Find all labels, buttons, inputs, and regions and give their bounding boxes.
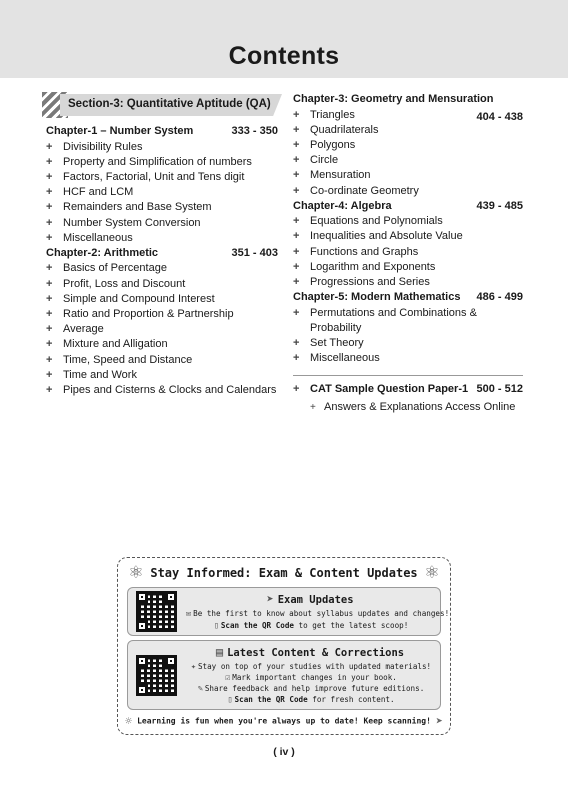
left-column: [46, 92, 278, 398]
rocket-icon: ➤: [266, 592, 274, 606]
chat-icon: ✎: [197, 684, 203, 694]
bullet-icon: +: [293, 382, 300, 395]
toc-item-label: Permutations and Combinations & Probability: [310, 306, 477, 334]
toc-item-label: Miscellaneous: [63, 231, 133, 244]
chapter-heading[interactable]: [46, 246, 278, 262]
section-label: Section-3: Quantitative Aptitude (QA): [68, 98, 271, 110]
toc-item-label: Equations and Polynomials: [310, 215, 443, 228]
bullet-icon: +: [46, 170, 53, 183]
toc-item-label: Ratio and Proportion & Partnership: [63, 308, 234, 321]
toc-item[interactable]: [293, 138, 523, 153]
exam-updates-qr-code[interactable]: [136, 591, 177, 632]
chapter-heading[interactable]: [293, 290, 523, 306]
bullet-icon: +: [293, 306, 300, 319]
updates-info-box: [117, 557, 451, 735]
sub-bullet-icon: +: [310, 401, 316, 413]
bullet-icon: +: [293, 108, 300, 121]
toc-item-label: Number System Conversion: [63, 216, 201, 229]
science-doodle-icon: ⚛: [424, 563, 440, 582]
bullet-icon: +: [46, 155, 53, 168]
bullet-icon: +: [46, 292, 53, 305]
sample-paper-entry[interactable]: [293, 382, 523, 397]
science-doodle-icon: ⚛: [128, 563, 144, 582]
toc-item-label: Miscellaneous: [310, 352, 380, 365]
phone-scan-icon: ▯: [227, 695, 233, 705]
chapter-page-range: 351 - 403: [231, 246, 278, 259]
toc-item-label: Mensuration: [310, 169, 371, 182]
toc-item-label: Triangles: [310, 108, 355, 121]
latest-content-line-1: ✦ Stay on top of your studies with updated materials!: [190, 662, 432, 672]
sample-paper-sub-item[interactable]: [293, 400, 523, 415]
toc-item[interactable]: [293, 108, 523, 123]
toc-item[interactable]: [46, 337, 278, 352]
chapter-heading[interactable]: [46, 124, 278, 140]
checkbox-icon: ☑: [225, 673, 231, 683]
toc-item-label: Mixture and Alligation: [63, 338, 168, 351]
books-icon: ▤: [215, 645, 224, 659]
toc-item-label: Circle: [310, 154, 339, 167]
bullet-icon: +: [46, 338, 53, 351]
sample-paper-sub-item-label: Answers & Explanations Access Online: [324, 400, 516, 413]
toc-item[interactable]: [46, 353, 278, 368]
toc-item[interactable]: [293, 260, 523, 275]
bullet-icon: +: [46, 216, 53, 229]
toc-item[interactable]: [293, 275, 523, 290]
toc-item-label: Inequalities and Absolute Value: [310, 230, 463, 243]
exam-updates-line-1: ✉ Be the first to know about syllabus updates and changes!: [186, 609, 450, 619]
info-box-footer-text: Learning is fun when you're always up to date! Keep scanning!: [137, 716, 431, 726]
bullet-icon: +: [293, 276, 300, 289]
latest-content-card: [127, 640, 441, 710]
toc-item[interactable]: [46, 200, 278, 215]
page-title: Contents: [228, 42, 340, 70]
toc-item-label: Basics of Percentage: [63, 262, 167, 275]
bullet-icon: +: [293, 184, 300, 197]
chapter-title: Chapter-4: Algebra: [293, 199, 392, 212]
bullet-icon: +: [46, 368, 53, 381]
chapter-heading[interactable]: [293, 199, 523, 215]
bullet-icon: +: [293, 337, 300, 350]
bullet-icon: +: [46, 231, 53, 244]
chapter-page-range: 333 - 350: [231, 125, 278, 137]
toc-item-label: Factors, Factorial, Unit and Tens digit: [63, 170, 245, 183]
page-number: ( iv ): [273, 746, 295, 758]
toc-item-label: Remainders and Base System: [63, 201, 212, 214]
toc-item[interactable]: [46, 383, 278, 398]
rocket-icon: ➤: [435, 714, 443, 728]
toc-item[interactable]: [46, 322, 278, 337]
toc-item[interactable]: [46, 185, 278, 200]
sample-paper-title: CAT Sample Question Paper-1: [310, 382, 469, 395]
bullet-icon: +: [46, 201, 53, 214]
toc-item-label: Set Theory: [310, 337, 364, 350]
exam-updates-card: [127, 587, 450, 636]
toc-item[interactable]: [293, 153, 523, 168]
bullet-icon: +: [293, 123, 300, 136]
bullet-icon: +: [293, 138, 300, 151]
right-column: [293, 92, 523, 415]
toc-item[interactable]: [46, 307, 278, 322]
info-box-footer: [118, 714, 450, 728]
toc-item-label: Logarithm and Exponents: [310, 260, 436, 273]
chapter-page-range: 439 - 485: [476, 199, 523, 212]
toc-item[interactable]: [46, 231, 278, 246]
toc-item[interactable]: [293, 351, 523, 366]
toc-item[interactable]: [293, 123, 523, 138]
toc-item-label: Profit, Loss and Discount: [63, 277, 186, 290]
toc-item[interactable]: [293, 168, 523, 183]
bullet-icon: +: [46, 262, 53, 275]
toc-item[interactable]: [46, 170, 278, 185]
bullet-icon: +: [46, 384, 53, 397]
toc-item-label: Time, Speed and Distance: [63, 353, 193, 366]
chapter-title: Chapter-2: Arithmetic: [46, 246, 159, 259]
toc-item-label: Progressions and Series: [310, 276, 430, 289]
latest-content-line-4: ▯ Scan the QR Code for fresh content.: [227, 695, 395, 705]
chapter-title: Chapter-5: Modern Mathematics: [293, 291, 461, 304]
bullet-icon: +: [293, 230, 300, 243]
bullet-icon: +: [46, 323, 53, 336]
toc-item[interactable]: [46, 261, 278, 276]
toc-item-label: Property and Simplification of numbers: [63, 155, 252, 168]
toc-item[interactable]: [293, 306, 523, 336]
lightbulb-icon: ☼: [125, 714, 133, 728]
toc-item[interactable]: [293, 229, 523, 244]
toc-item-label: Pipes and Cisterns & Clocks and Calendars: [63, 384, 277, 397]
latest-content-line-3: ✎ Share feedback and help improve future editions.: [197, 684, 425, 694]
bullet-icon: +: [46, 186, 53, 199]
toc-item[interactable]: [46, 292, 278, 307]
toc-item[interactable]: [46, 216, 278, 231]
bullet-icon: +: [46, 277, 53, 290]
toc-item[interactable]: [46, 277, 278, 292]
toc-item[interactable]: [46, 368, 278, 383]
megaphone-icon: ✉: [186, 609, 192, 619]
bullet-icon: +: [46, 140, 53, 153]
left-chapter-list: [46, 124, 278, 398]
toc-item-label: Time and Work: [63, 368, 137, 381]
toc-item[interactable]: [46, 140, 278, 155]
bullet-icon: +: [293, 352, 300, 365]
chapter-page-range: 404 - 438: [476, 111, 523, 123]
divider: [293, 375, 523, 376]
bullet-icon: +: [293, 260, 300, 273]
right-chapter-list: [293, 92, 523, 367]
toc-item-label: HCF and LCM: [63, 186, 134, 199]
toc-item[interactable]: [293, 245, 523, 260]
bullet-icon: +: [293, 245, 300, 258]
toc-item-label: Co-ordinate Geometry: [310, 184, 419, 197]
sample-paper-range: 500 - 512: [476, 382, 523, 395]
toc-item-label: Divisibility Rules: [63, 140, 143, 153]
bullet-icon: +: [293, 215, 300, 228]
sparkle-icon: ✦: [190, 662, 196, 672]
toc-item[interactable]: [46, 155, 278, 170]
info-box-title: Stay Informed: Exam & Content Updates: [150, 566, 418, 580]
toc-item[interactable]: [293, 184, 523, 199]
latest-content-heading: ▤ Latest Content & Corrections: [215, 645, 405, 659]
bullet-icon: +: [46, 353, 53, 366]
chapter-page-range: 486 - 499: [476, 291, 523, 304]
exam-updates-line-2: ▯ Scan the QR Code to get the latest scoop!: [213, 621, 409, 631]
exam-updates-heading: ➤ Exam Updates: [266, 592, 354, 606]
chapter-title: Chapter-3: Geometry and Mensuration: [293, 93, 494, 105]
section-header: [42, 92, 278, 118]
latest-content-line-2: ☑ Mark important changes in your book.: [225, 673, 397, 683]
toc-item-label: Simple and Compound Interest: [63, 292, 215, 305]
toc-item[interactable]: [293, 214, 523, 229]
toc-item-label: Polygons: [310, 138, 356, 151]
toc-item[interactable]: [293, 336, 523, 351]
chapter-title: Chapter-1 – Number System: [46, 125, 194, 137]
toc-item-label: Quadrilaterals: [310, 123, 379, 136]
latest-content-qr-code[interactable]: [136, 655, 177, 696]
bullet-icon: +: [293, 169, 300, 182]
bullet-icon: +: [293, 154, 300, 167]
phone-scan-icon: ▯: [213, 621, 219, 631]
bullet-icon: +: [46, 308, 53, 321]
toc-item-label: Functions and Graphs: [310, 245, 419, 258]
toc-item-label: Average: [63, 323, 104, 336]
